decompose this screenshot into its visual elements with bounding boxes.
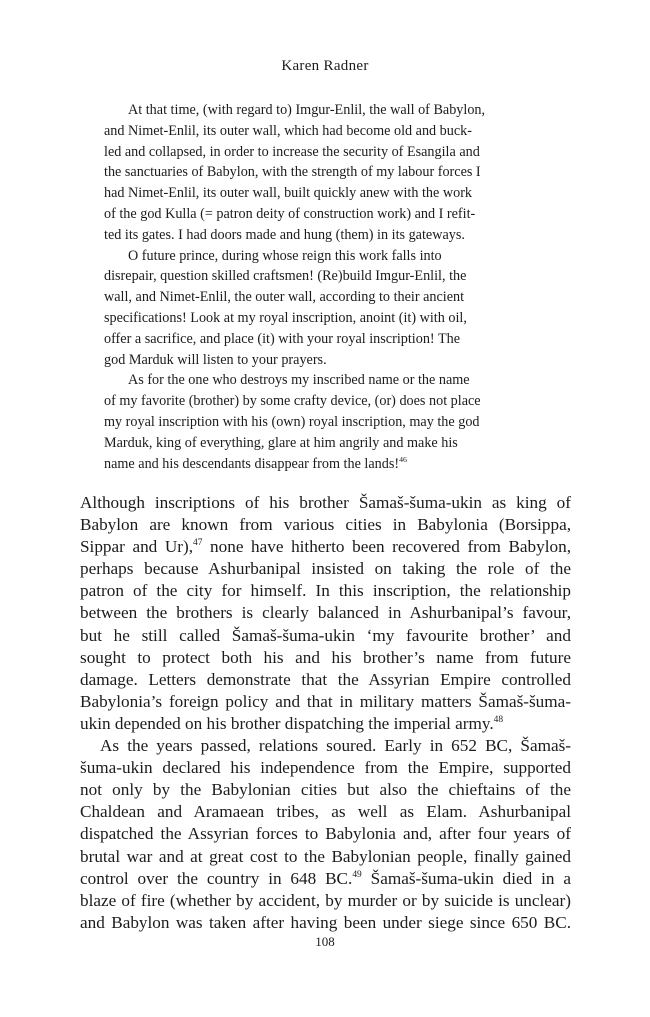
quote-line: my royal inscription with his (own) royal inscription, may the god [104,413,480,430]
body-line [80,536,571,558]
body-text-fragment: control over the country in 648 BC. [80,868,353,888]
running-head: Karen Radner [281,58,369,74]
body-line: and Babylon was taken after having been under siege since 650 BC. [80,912,571,932]
quote-line: As for the one who destroys my inscribed name or the name [128,372,470,389]
page-number: 108 [315,934,335,949]
body-line: patron of the city for himself. In this inscription, the relationship [80,581,571,601]
quote-line: of my favorite (brother) by some crafty device, (or) does not place [104,393,481,410]
quote-line: and Nimet-Enlil, its outer wall, which had become old and buck- [104,122,472,139]
quote-line: ted its gates. I had doors made and hung (them) in its gateways. [104,226,465,243]
quote-line: disrepair, question skilled craftsmen! (Re)build Imgur-Enlil, the [104,268,467,285]
body-line: dispatched the Assyrian forces to Babylonia and, after four years of [80,824,571,844]
body-text [80,492,571,934]
quote-line: At that time, (with regard to) Imgur-Enlil, the wall of Babylon, [128,102,486,118]
body-line: As the years passed, relations soured. Early in 652 BC, Šamaš- [100,736,571,756]
body-line [80,713,571,735]
body-line: sought to protect both his and his brother’s name from future [80,647,571,667]
body-line: perhaps because Ashurbanipal insisted on taking the role of the [80,559,571,579]
body-line: but he still called Šamaš-šuma-ukin ‘my favourite brother’ and [80,625,571,645]
quote-line: Marduk, king of everything, glare at him angrily and make his [104,434,458,451]
quote-line: specifications! Look at my royal inscription, anoint (it) with oil, [104,309,467,326]
body-text-fragment: Sippar and Ur), [80,537,194,557]
quote-line-last [104,454,546,475]
body-line: not only by the Babylonian cities but also the chieftains of the [80,780,571,800]
footnote-ref-48[interactable]: 48 [493,714,504,725]
body-line: šuma-ukin declared his independence from the Empire, supported [80,758,571,778]
body-line: brutal war and at great cost to the Babylonian people, finally gained [80,846,571,866]
body-line: between the brothers is clearly balanced in Ashurbanipal’s favour, [80,603,571,623]
footnote-ref-47[interactable]: 47 [193,538,203,549]
body-line: blaze of fire (whether by accident, by murder or by suicide is unclear) [80,890,571,910]
body-text-fragment: ukin depended on his brother dispatching the imperial army. [80,713,494,733]
quote-line: of the god Kulla (= patron deity of construction work) and I refit- [104,205,476,222]
body-text-fragment: none have hitherto been recovered from Babylon, [202,537,571,557]
quote-line: O future prince, during whose reign this work falls into [128,247,442,264]
body-line: Babylonia’s foreign policy and that in military matters Šamaš-šuma- [80,691,571,711]
body-text-fragment: Šamaš-šuma-ukin died in a [361,868,571,888]
footnote-ref-46[interactable]: 46 [399,454,407,464]
block-quote [104,100,546,474]
body-line [80,868,571,890]
body-line: Babylon are known from various cities in Babylonia (Borsippa, [80,515,571,535]
quote-line: the sanctuaries of Babylon, with the strength of my labour forces I [104,164,481,181]
quote-line: led and collapsed, in order to increase the security of Esangila and [104,143,480,160]
quote-line: god Marduk will listen to your prayers. [104,351,327,368]
quote-line: offer a sacrifice, and place (it) with your royal inscription! The [104,330,460,347]
body-line: damage. Letters demonstrate that the Assyrian Empire controlled [80,669,571,689]
body-line: Although inscriptions of his brother Šamaš-šuma-ukin as king of [80,493,571,512]
quote-line: had Nimet-Enlil, its outer wall, built quickly anew with the work [104,185,473,202]
body-line: Chaldean and Aramaean tribes, as well as Elam. Ashurbanipal [80,802,571,822]
footnote-ref-49[interactable]: 49 [352,869,362,880]
quote-text: name and his descendants disappear from the lands! [104,455,400,472]
quote-line: wall, and Nimet-Enlil, the outer wall, according to their ancient [104,289,465,306]
